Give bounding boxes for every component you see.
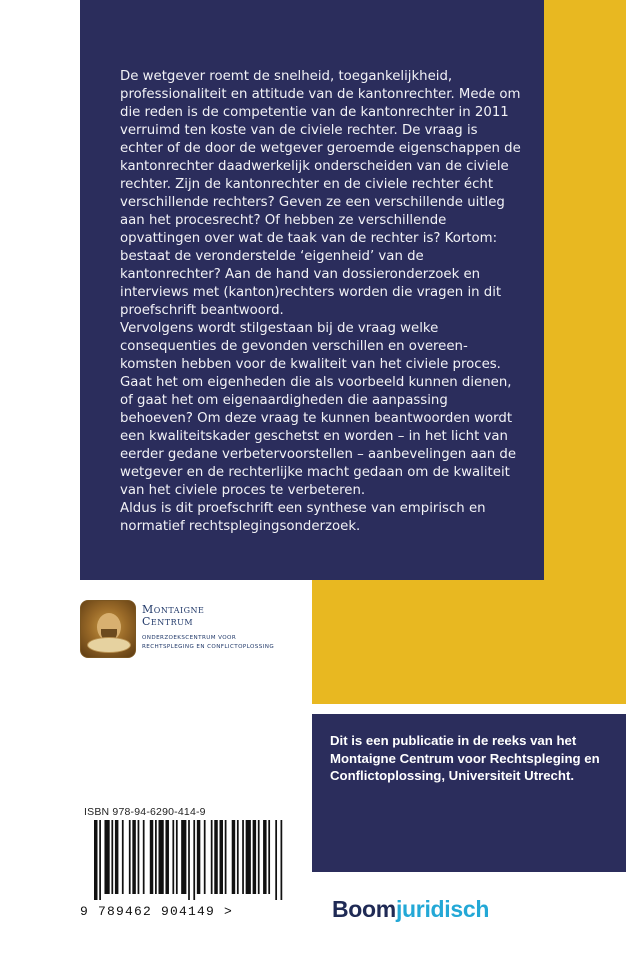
barcode-bar	[132, 820, 135, 894]
publisher-logo-part-1: Boom	[332, 896, 396, 922]
blurb-paragraph-2: Vervolgens wordt stilgestaan bij de vraag welke consequenties de gevonden verschillen en overeen-komsten hebben voor de kwaliteit van het civiele proces. Gaat het om eigenheden die als voorbeeld kunnen dienen, of gaat het om eigenaardigheden die aanpassing behoeven? Om deze vraag te kunnen beantwoorden wordt een kwaliteitskader geschetst en worden – in het licht van eerder gedane verbetervoorstellen – aanbevelingen aan de wetgever en de rechterlijke macht gedaan om de kwaliteit van het civiele proces te verbeteren.	[120, 321, 517, 498]
barcode-bar	[176, 820, 178, 894]
logo-subtitle-line-2: RECHTSPLEGING EN CONFLICTOPLOSSING	[142, 644, 275, 650]
barcode-bar	[188, 820, 190, 900]
barcode-bar	[204, 820, 206, 894]
barcode-bar	[258, 820, 260, 894]
barcode-bar	[94, 820, 97, 900]
barcode-bar	[181, 820, 186, 894]
barcode-bar	[193, 820, 195, 900]
logo-title-line-1: Montaigne	[142, 603, 205, 616]
logo-title-line-2: Centrum	[142, 615, 194, 628]
barcode-bar	[129, 820, 131, 894]
blurb-paragraph-1: De wetgever roemt de snelheid, toegankelijkheid, professionaliteit en attitude van de kantonrechter. Mede om die reden is de competentie van de kantonrechter in 2011 verruimd ten koste van de civiele rechter. De vraag is echter of de door de wetgever geroemde eigenschappen de kantonrechter daadwerkelijk onderscheiden van de civiele rechter. Zijn de kantonrechter en de civiele rechter écht verschillende rechters? Geven ze een verschillende uitleg aan het procesrecht? Of hebben ze verschillende opvattingen over wat de taak van de rechter is? Kortom: bestaat de veronderstelde ‘eigenheid’ van de kantonrechter? Aan de hand van dossieronderzoek en interviews met (kanton)rechters worden die vragen in dit proefschrift beantwoord.	[120, 69, 521, 318]
blurb-paragraph-3: Aldus is dit proefschrift een synthese van empirisch en normatief rechtsplegingsonderzoek.	[120, 501, 486, 534]
barcode-bar	[155, 820, 157, 894]
barcode-bar	[214, 820, 217, 894]
barcode-bar	[281, 820, 283, 900]
barcode-bar	[253, 820, 256, 894]
barcode-bar	[275, 820, 277, 900]
barcode-bar	[246, 820, 251, 894]
montaigne-portrait-icon	[80, 600, 136, 658]
publisher-logo-part-2: juridisch	[395, 896, 490, 922]
barcode-bar	[268, 820, 270, 894]
barcode-digits: 9 789462 904149 >	[80, 904, 234, 919]
barcode-bar	[165, 820, 168, 894]
barcode-bar	[104, 820, 109, 894]
barcode-bar	[242, 820, 244, 894]
barcode-bar	[99, 820, 101, 900]
barcode-bar	[225, 820, 227, 894]
barcode-bar	[237, 820, 239, 894]
publisher-logo	[332, 896, 489, 923]
barcode-bar	[138, 820, 140, 894]
isbn-barcode	[94, 820, 284, 900]
barcode-bar	[211, 820, 213, 894]
logo-subtitle	[142, 634, 274, 652]
barcode-bar	[220, 820, 223, 894]
montaigne-centrum-logo	[80, 600, 310, 658]
isbn-label: ISBN 978-94-6290-414-9	[84, 806, 206, 818]
barcode-bar	[150, 820, 153, 894]
barcode-bar	[115, 820, 118, 894]
barcode-bar	[263, 820, 266, 894]
barcode-bar	[111, 820, 113, 894]
barcode-bar	[172, 820, 174, 894]
barcode-bar	[159, 820, 164, 894]
back-cover-blurb	[120, 68, 524, 536]
barcode-bar	[143, 820, 145, 894]
logo-subtitle-line-1: ONDERZOEKSCENTRUM VOOR	[142, 635, 237, 641]
series-info-text: Dit is een publicatie in de reeks van het Montaigne Centrum voor Rechtspleging en Conflictoplossing, Universiteit Utrecht.	[330, 733, 600, 783]
barcode-bar	[122, 820, 124, 894]
logo-title	[142, 604, 204, 628]
barcode-bar	[197, 820, 200, 894]
barcode-bar	[232, 820, 235, 894]
